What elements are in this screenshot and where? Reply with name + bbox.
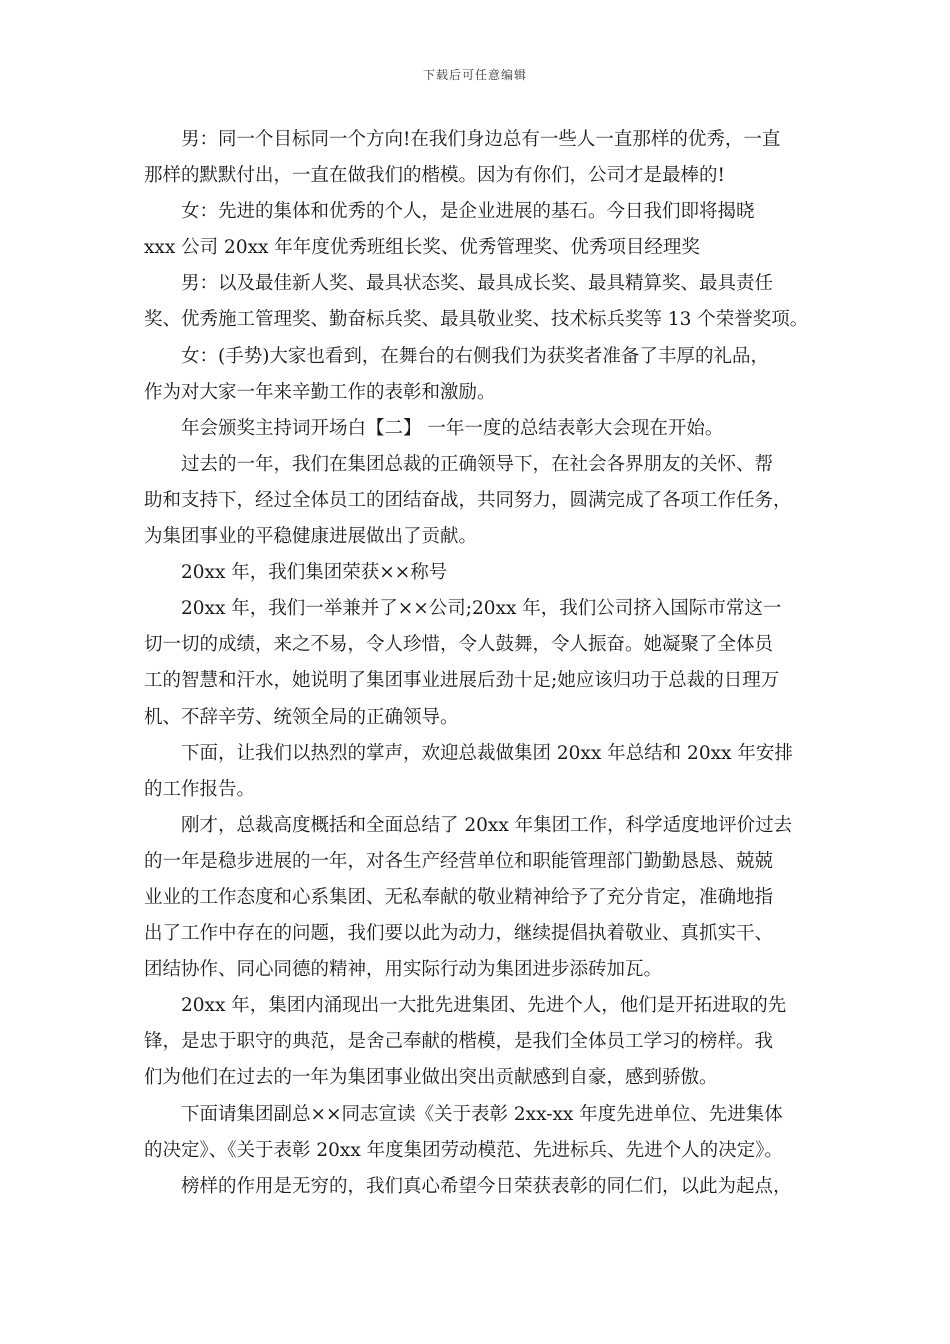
text-line: 切一切的成绩，来之不易，令人珍惜，令人鼓舞，令人振奋。她凝聚了全体员 [144,634,774,656]
text-line: 工的智慧和汗水，她说明了集团事业进展后劲十足;她应该归功于总裁的日理万 [144,670,780,692]
page-header: 下载后可任意编辑 [422,68,527,82]
document-body [144,122,824,1205]
text-line: 年会颁奖主持词开场白【二】 一年一度的总结表彰大会现在开始。 [181,417,724,439]
text-line: 那样的默默付出，一直在做我们的楷模。因为有你们，公司才是最棒的! [144,165,725,187]
text-line: 奖、优秀施工管理奖、勤奋标兵奖、最具敬业奖、技术标兵奖等 13 个荣誉奖项。 [144,309,809,331]
text-line: 出了工作中存在的问题，我们要以此为动力，继续提倡执着敬业、真抓实干、 [144,923,774,945]
text-line: 锋，是忠于职守的典范，是舍己奉献的楷模，是我们全体员工学习的榜样。我 [144,1031,774,1053]
text-line: 男：同一个目标同一个方向!在我们身边总有一些人一直那样的优秀，一直 [181,129,781,150]
text-line: 的工作报告。 [144,778,256,800]
text-line: 下面请集团副总××同志宣读《关于表彰 2xx-xx 年度先进单位、先进集体 [181,1103,783,1125]
text-line: 榜样的作用是无穷的，我们真心希望今日荣获表彰的同仁们，以此为起点， [181,1175,792,1197]
text-line: 20xx 年，集团内涌现出一大批先进集团、先进个人，他们是开拓进取的先 [181,995,787,1017]
text-line: xxx 公司 20xx 年年度优秀班组长奖、优秀管理奖、优秀项目经理奖 [144,237,700,259]
text-line: 男：以及最佳新人奖、最具状态奖、最具成长奖、最具精算奖、最具责任 [181,273,774,295]
text-line: 女：先进的集体和优秀的个人，是企业进展的基石。今日我们即将揭晓 [181,201,755,223]
text-line: 刚才，总裁高度概括和全面总结了 20xx 年集团工作，科学适度地评价过去 [181,814,793,836]
text-line: 的决定》、《关于表彰 20xx 年度集团劳动模范、先进标兵、先进个人的决定》。 [144,1139,783,1161]
text-line: 助和支持下，经过全体员工的团结奋战，共同努力，圆满完成了各项工作任务， [144,489,792,511]
text-line: 作为对大家一年来辛勤工作的表彰和激励。 [144,381,496,403]
text-line: 们为他们在过去的一年为集团事业做出突出贡献感到自豪，感到骄傲。 [144,1067,718,1089]
text-line: 下面，让我们以热烈的掌声，欢迎总裁做集团 20xx 年总结和 20xx 年安排 [181,742,793,764]
text-line: 女：(手势)大家也看到，在舞台的右侧我们为获奖者准备了丰厚的礼品， [181,345,769,367]
text-line: 20xx 年，我们一举兼并了××公司;20xx 年，我们公司挤入国际市常这一 [181,598,782,620]
text-line: 团结协作、同心同德的精神，用实际行动为集团进步添砖加瓦。 [144,959,663,981]
text-line: 机、不辞辛劳、统领全局的正确领导。 [144,706,459,728]
text-line: 业业的工作态度和心系集团、无私奉献的敬业精神给予了充分肯定，准确地指 [144,886,774,908]
text-line: 的一年是稳步进展的一年，对各生产经营单位和职能管理部门勤勤恳恳、兢兢 [144,850,774,872]
text-line: 20xx 年，我们集团荣获××称号 [181,562,448,584]
text-line: 为集团事业的平稳健康进展做出了贡献。 [144,526,478,548]
text-line: 过去的一年，我们在集团总裁的正确领导下，在社会各界朋友的关怀、帮 [181,453,774,475]
